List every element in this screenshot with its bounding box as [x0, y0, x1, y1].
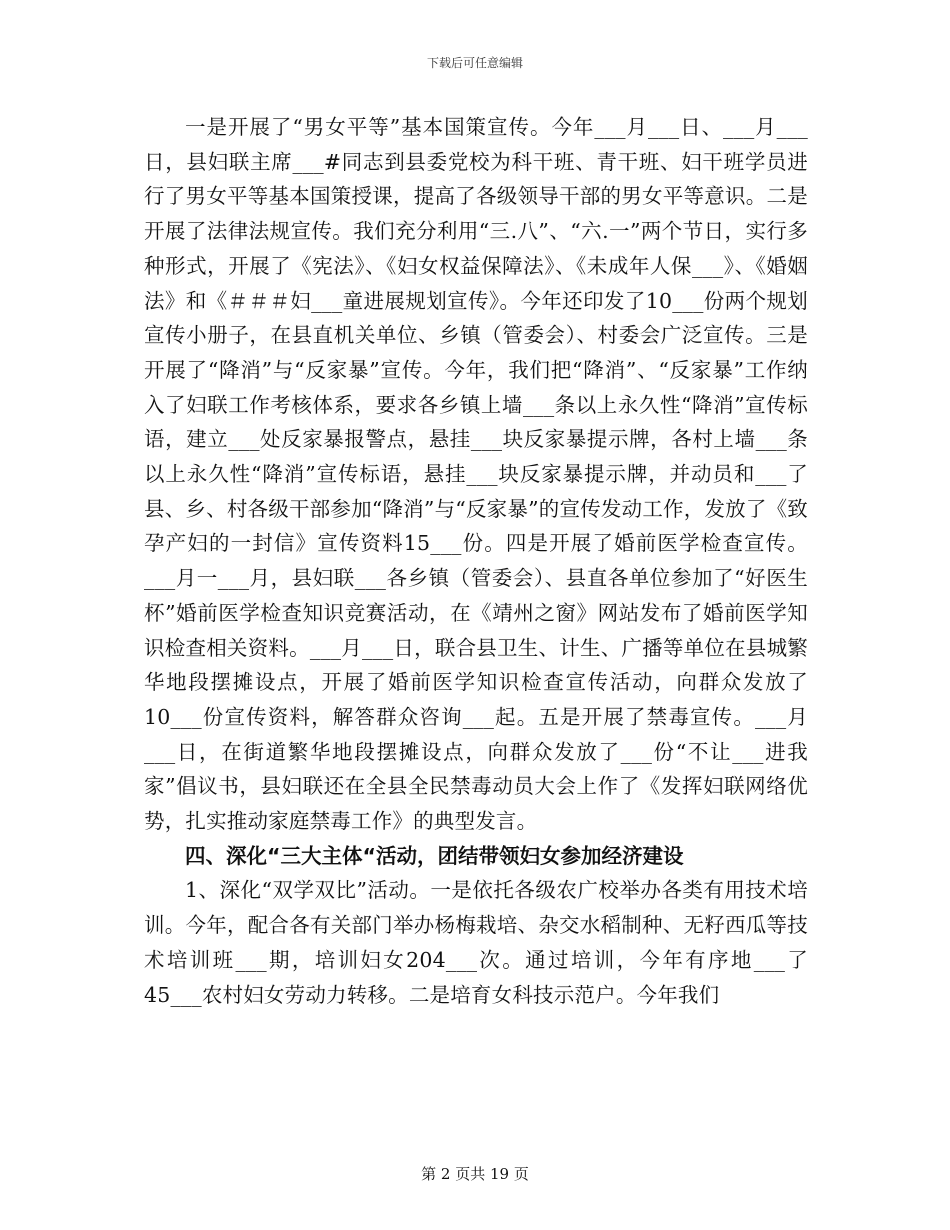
- page-footer: 第 2 页共 19 页: [421, 1165, 529, 1183]
- body-paragraph-2: 1、深化“双学双比”活动。一是依托各级农广校举办各类有用技术培训。今年，配合各有关部门举办杨梅栽培、杂交水稻制种、无籽西瓜等技术培训班___期，培训妇女204___次。通过培训，今年有序地___了45___农村妇女劳动力转移。二是培育女科技示范户。今年我们: [144, 878, 808, 1007]
- section-heading-4: 四、深化“三大主体“活动，团结带领妇女参加经济建设: [185, 843, 684, 868]
- body-paragraph-1: 一是开展了“男女平等”基本国策宣传。今年___月___日、___月___日，县妇联主席___#同志到县委党校为科干班、青干班、妇干班学员进行了男女平等基本国策授课，提高了各级领导干部的男女平等意识。二是开展了法律法规宣传。我们充分利用“三.八”、“六.一”两个节日，实行多种形式，开展了《宪法》、《妇女权益保障法》、《未成年人保___》、《婚姻法》和《＃＃＃妇___童进展规划宣传》。今年还印发了10___份两个规划宣传小册子，在县直机关单位、乡镇（管委会）、村委会广泛宣传。三是开展了“降消”与“反家暴”宣传。今年，我们把“降消”、“反家暴”工作纳入了妇联工作考核体系，要求各乡镇上墙___条以上永久性“降消”宣传标语，建立___处反家暴报警点，悬挂___块反家暴提示牌，各村上墙___条以上永久性“降消”宣传标语，悬挂___块反家暴提示牌，并动员和___了县、乡、村各级干部参加“降消”与“反家暴”的宣传发动工作，发放了《致孕产妇的一封信》宣传资料15___份。四是开展了婚前医学检查宣传。___月一___月，县妇联___各乡镇（管委会）、县直各单位参加了“好医生杯”婚前医学检查知识竞赛活动，在《靖州之窗》网站发布了婚前医学知识检查相关资料。___月___日，联合县卫生、计生、广播等单位在县城繁华地段摆摊设点，开展了婚前医学知识检查宣传活动，向群众发放了10___份宣传资料，解答群众咨询___起。五是开展了禁毒宣传。___月___日，在街道繁华地段摆摊设点，向群众发放了___份“不让___进我家”倡议书，县妇联还在全县全民禁毒动员大会上作了《发挥妇联网络优势，扎实推动家庭禁毒工作》的典型发言。: [144, 115, 808, 834]
- document-body: [144, 110, 808, 1012]
- header-note: 下载后可任意编辑: [426, 56, 523, 70]
